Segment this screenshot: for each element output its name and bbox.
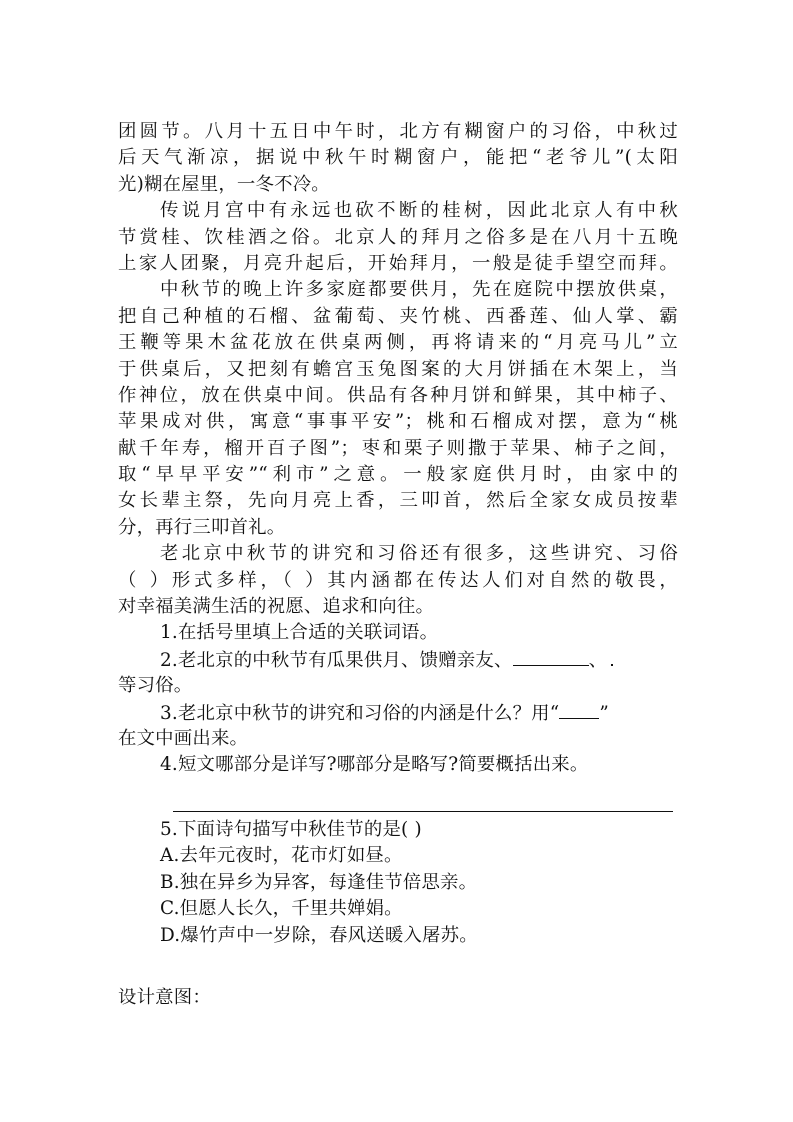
question-2-text: 2.老北京的中秋节有瓜果供月、馈赠亲友、 (160, 649, 513, 671)
paragraph-4-line-1: 老北京中秋节的讲究和习俗还有很多，这些讲究、习俗 (160, 543, 678, 565)
question-5 (160, 817, 478, 949)
question-5-stem: 5.下面诗句描写中秋佳节的是( ) (160, 819, 422, 840)
paragraph-1-line-2: 后天气渐凉，据说中秋午时糊窗户，能把“老爷儿”(太阳 (118, 147, 678, 169)
paragraph-3-line-3: 王鞭等果木盆花放在供桌两侧，再将请来的“月亮马儿”立 (118, 332, 678, 354)
question-2-separator: 、 (588, 649, 608, 671)
reading-passage (118, 119, 678, 779)
question-2-continuation: 等习俗。 (118, 675, 193, 697)
paragraph-4-line-2: （ ）形式多样，（ ）其内涵都在传达人们对自然的敬畏， (118, 569, 678, 591)
paragraph-1-line-3: 光)糊在屋里，一冬不冷。 (118, 173, 330, 195)
paragraph-2-line-1: 传说月宫中有永远也砍不断的桂树，因此北京人有中秋 (160, 200, 678, 222)
paragraph-3-line-1: 中秋节的晚上许多家庭都要供月，先在庭院中摆放供桌， (160, 279, 678, 301)
paragraph-3-line-6: 苹果成对供，寓意“事事平安”；桃和石榴成对摆，意为“桃 (118, 411, 678, 433)
question-3-continuation: 在文中画出来。 (118, 727, 249, 749)
question-5-option-a[interactable]: A.去年元夜时，花市灯如昼。 (160, 845, 403, 867)
paragraph-3-line-7: 献千年寿，榴开百子图”；枣和栗子则撒于苹果、柿子之间， (118, 437, 678, 459)
paragraph-3-line-5: 作神位，放在供桌中间。供品有各种月饼和鲜果，其中柿子、 (118, 384, 678, 406)
question-2 (118, 647, 678, 673)
paragraph-2-line-3: 上家人团聚，月亮升起后，开始拜月，一般是徒手望空而拜。 (118, 252, 678, 274)
design-intent-label: 设计意图： (118, 987, 211, 1008)
paragraph-2-line-2: 节赏桂、饮桂酒之俗。北京人的拜月之俗多是在八月十五晚 (118, 226, 678, 248)
question-1: 1.在括号里填上合适的关联词语。 (160, 622, 439, 644)
paragraph-3-line-9: 女长辈主祭，先向月亮上香，三叩首，然后全家女成员按辈 (118, 490, 678, 512)
question-5-option-d[interactable]: D.爆竹声中一岁除，春风送暖入屠苏。 (160, 924, 478, 946)
question-3-close-quote: ” (599, 702, 609, 724)
question-4: 4.短文哪部分是详写?哪部分是略写?简要概括出来。 (160, 754, 589, 776)
paragraph-1-line-1: 团圆节。八月十五日中午时，北方有糊窗户的习俗，中秋过 (118, 121, 678, 142)
question-3-text: 3.老北京中秋节的讲究和习俗的内涵是什么？用“ (160, 702, 560, 724)
paragraph-3-line-2: 把自己种植的石榴、盆葡萄、夹竹桃、西番莲、仙人掌、霸 (118, 305, 678, 327)
paragraph-4-line-3: 对幸福美满生活的祝愿、追求和向往。 (118, 596, 435, 618)
question-2-answer-blank[interactable] (513, 647, 589, 666)
question-3-underline-sample (559, 700, 599, 719)
question-5-option-b[interactable]: B.独在异乡为异客，每逢佳节倍思亲。 (160, 871, 478, 893)
dot-mark (611, 664, 613, 666)
question-4-answer-line[interactable] (173, 811, 673, 812)
paragraph-3-line-4: 于供桌后，又把刻有蟾宫玉兔图案的大月饼插在木架上，当 (118, 358, 678, 380)
question-3 (118, 700, 678, 726)
question-5-option-c[interactable]: C.但愿人长久，千里共婵娟。 (160, 898, 403, 920)
paragraph-3-line-10: 分，再行三叩首礼。 (118, 516, 286, 538)
paragraph-3-line-8: 取“早早平安”“利市”之意。一般家庭供月时，由家中的 (118, 464, 678, 486)
